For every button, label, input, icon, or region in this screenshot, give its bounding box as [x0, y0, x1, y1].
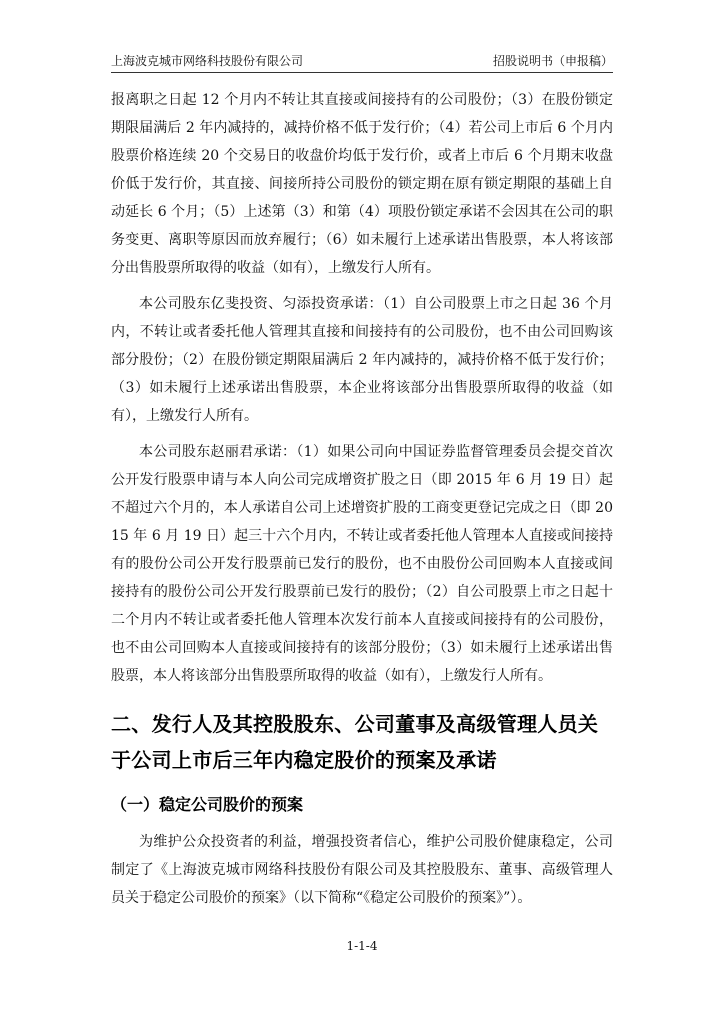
paragraph-lockup-continued: 报离职之日起 12 个月内不转让其直接或间接持有的公司股份；（3）在股份锁定期限届满后 2 年内减持的，减持价格不低于发行价；（4）若公司上市后 6 个月内股票价格连续 20 个交易日的收盘价均低于发行价，或者上市后 6 个月期末收盘价低于发行价，其直接、间接所持公司股份的锁定期在原有锁定期限的基础上自动延长 6 个月；（5）上述第（3）和第（4）项股份锁定承诺不会因其在公司的职务变更、离职等原因而放弃履行；（6）如未履行上述承诺出售股票，本人将该部分出售股票所取得的收益（如有），上缴发行人所有。: [111, 92, 613, 276]
page-body: [111, 86, 613, 912]
paragraph-shareholder-zhao-lijun: 本公司股东赵丽君承诺：（1）如果公司向中国证券监督管理委员会提交首次公开发行股票申请与本人向公司完成增资扩股之日（即 2015 年 6 月 19 日）起不超过六个月的，本人承诺自公司上述增资扩股的工商变更登记完成之日（即 2015 年 6 月 19 日）起三十六个月内，不转让或者委托他人管理本人直接或间接持有的股份公司公开发行股票前已发行的股份，也不由股份公司回购本人直接或间接持有的股份公司公开发行股票前已发行的股份；（2）自公司股票上市之日起十二个月内不转让或者委托他人管理本次发行前本人直接或间接持有的公司股份，也不由公司回购本人直接或间接持有的该部分股份；（3）如未履行上述承诺出售股票，本人将该部分出售股票所取得的收益（如有），上缴发行人所有。: [111, 444, 613, 684]
header-document-type: 招股说明书（申报稿）: [492, 54, 613, 68]
page-number: 1-1-4: [346, 939, 378, 953]
subsection-heading: （一）稳定公司股价的预案: [111, 795, 304, 814]
paragraph-stabilization-plan: 为维护公众投资者的利益，增强投资者信心，维护公司股价健康稳定，公司制定了《上海波克城市网络科技股份有限公司及其控股股东、董事、高级管理人员关于稳定公司股价的预案》（以下简称“《稳定公司股价的预案》”）。: [111, 834, 613, 906]
header-company-name: 上海波克城市网络科技股份有限公司: [111, 54, 304, 68]
page-header: [111, 50, 613, 73]
section-heading: 二、发行人及其控股股东、公司董事及高级管理人员关于公司上市后三年内稳定股价的预案及承诺: [111, 712, 599, 772]
paragraph-shareholder-yifei-yuntian: 本公司股东亿斐投资、匀添投资承诺：（1）自公司股票上市之日起 36 个月内，不转让或者委托他人管理其直接和间接持有的公司股份，也不由公司回购该部分股份；（2）在股份锁定期限届满后 2 年内减持的，减持价格不低于发行价；（3）如未履行上述承诺出售股票，本企业将该部分出售股票所取得的收益（如有），上缴发行人所有。: [111, 296, 613, 424]
